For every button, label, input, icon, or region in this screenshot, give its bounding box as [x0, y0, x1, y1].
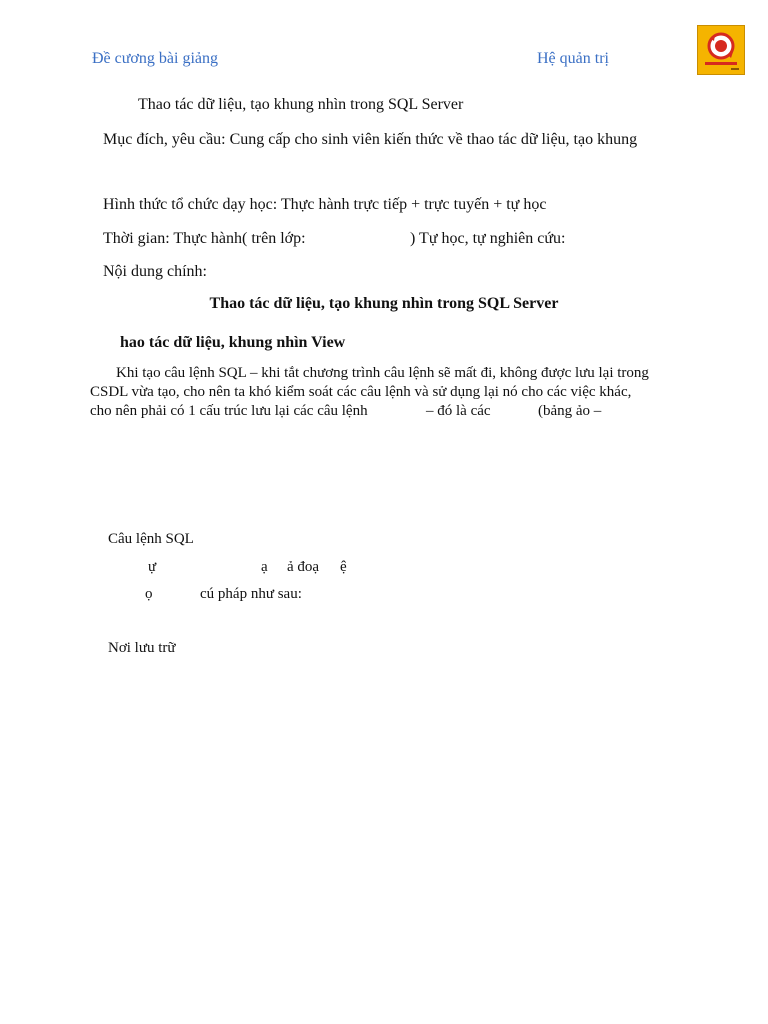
university-logo [697, 25, 745, 75]
fragment-2b: cú pháp như sau: [200, 586, 302, 602]
university-emblem-icon [698, 26, 744, 74]
time-line-right: ) Tự học, tự nghiên cứu: [410, 230, 566, 247]
time-line-left: Thời gian: Thực hành( trên lớp: [103, 230, 306, 247]
fragment-1d: ệ [340, 559, 347, 575]
lesson-title: Thao tác dữ liệu, tạo khung nhìn trong SQL Server [138, 96, 464, 113]
paragraph-line-3a: cho nên phải có 1 cấu trúc lưu lại các câu lệnh [90, 403, 368, 419]
main-content-label: Nội dung chính: [103, 263, 207, 280]
storage-location-label: Nơi lưu trữ [108, 640, 176, 656]
sql-statement-label: Câu lệnh SQL [108, 531, 194, 547]
header-course-outline: Đề cương bài giảng [92, 50, 218, 67]
fragment-2a: ọ [145, 586, 153, 602]
fragment-1b: ạ [261, 559, 268, 575]
header-subject: Hệ quản trị [537, 50, 609, 67]
paragraph-line-2: CSDL vừa tạo, cho nên ta khó kiểm soát các câu lệnh và sử dụng lại nó cho các việc khác, [90, 384, 632, 400]
paragraph-line-3c: (bảng ảo – [538, 403, 602, 419]
purpose-line: Mục đích, yêu cầu: Cung cấp cho sinh viên kiến thức về thao tác dữ liệu, tạo khung [103, 131, 638, 148]
teaching-format-line: Hình thức tổ chức dạy học: Thực hành trực tiếp + trực tuyến + tự học [103, 196, 547, 213]
section-heading: Thao tác dữ liệu, tạo khung nhìn trong SQL Server [209, 295, 559, 312]
paragraph-line-1: Khi tạo câu lệnh SQL – khi tắt chương trình câu lệnh sẽ mất đi, không được lưu lại trong [116, 365, 649, 381]
subsection-heading: hao tác dữ liệu, khung nhìn View [120, 334, 346, 351]
paragraph-line-3b: – đó là các [426, 403, 491, 419]
fragment-1c: ả đoạ [287, 559, 320, 575]
fragment-1a: ự [148, 559, 157, 575]
